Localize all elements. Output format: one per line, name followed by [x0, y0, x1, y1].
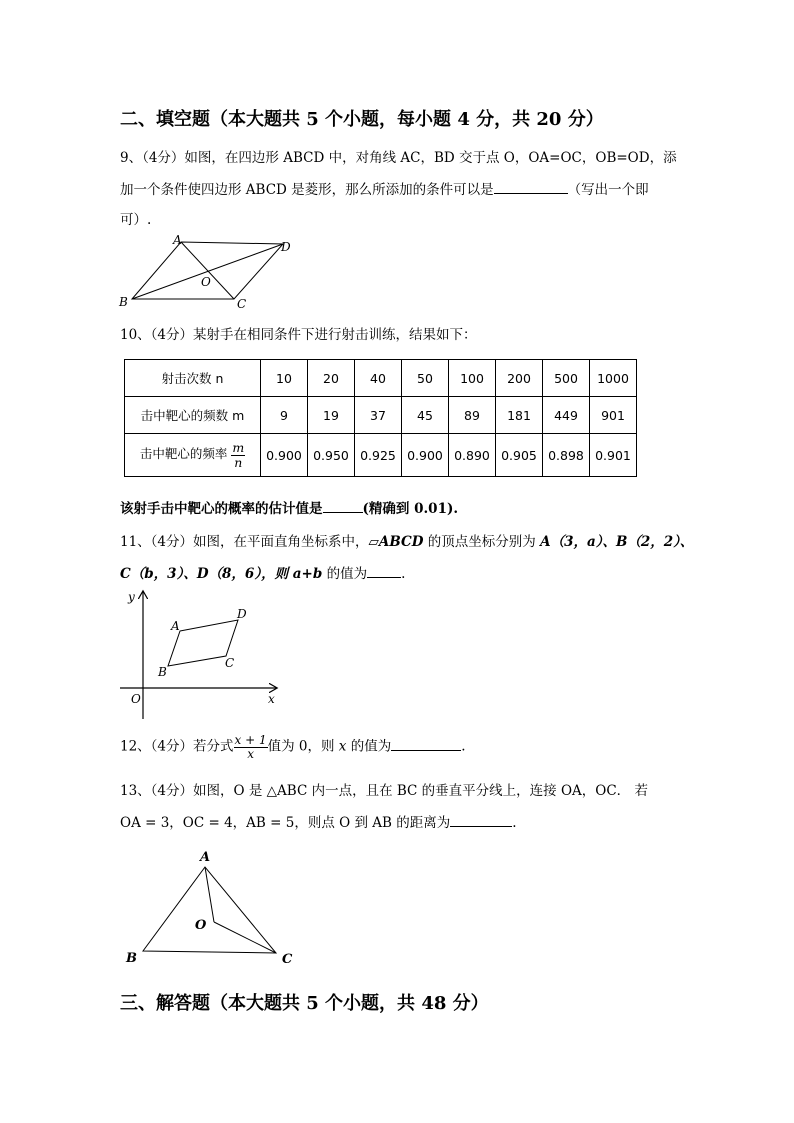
q11-label-y: y: [128, 590, 135, 604]
q9-diagonal-ac: [181, 242, 234, 299]
table-cell: 0.901: [590, 434, 637, 477]
q10-intro: 10、（4分）某射手在相同条件下进行射击训练，结果如下：: [120, 327, 477, 343]
q11-label-a: A: [171, 619, 180, 633]
q12-suffix: 的值为: [346, 738, 392, 755]
q12-end: .: [461, 738, 466, 755]
table-header-hits: 击中靶心的频数 m: [125, 397, 261, 434]
q9-line2-text: 加一个条件使四边形 ABCD 是菱形，那么所添加的条件可以是: [120, 182, 494, 198]
q13-line2: [120, 811, 517, 831]
q11-line2-b: 的值为: [322, 566, 368, 582]
table-cell: 20: [308, 360, 355, 397]
q13-figure-triangle: [118, 845, 308, 970]
q9-line1: 9、（4分）如图，在四边形 ABCD 中，对角线 AC，BD 交于点 O，OA=OC，OB=OD，添: [120, 150, 677, 166]
table-cell: 0.890: [449, 434, 496, 477]
q9-answer-blank[interactable]: [494, 180, 568, 194]
q11-line1-b: 的顶点坐标分别为: [423, 534, 541, 550]
q13-segment-oa: [205, 867, 214, 922]
q9-label-d: D: [281, 240, 291, 254]
table-cell: 50: [402, 360, 449, 397]
q9-figure-parallelogram: [110, 232, 310, 312]
table-cell: 19: [308, 397, 355, 434]
table-cell: 449: [543, 397, 590, 434]
table-row-hits: [125, 397, 637, 434]
q10-question-text: 该射手击中靶心的概率的估计值是: [120, 501, 323, 517]
q11-label-d: D: [237, 607, 247, 621]
q10-question: [120, 497, 458, 517]
fraction-denominator: n: [234, 454, 243, 470]
q13-label-a: A: [200, 850, 211, 865]
q9-line3: 可）.: [120, 212, 152, 228]
q12-answer-blank[interactable]: [391, 737, 461, 751]
q9-line2: [120, 178, 649, 198]
table-header-rates: [125, 434, 261, 477]
table-header-shots: 射击次数 n: [125, 360, 261, 397]
table-row-rates: [125, 434, 637, 477]
table-cell: 0.900: [402, 434, 449, 477]
q11-sum-expr: a+b: [292, 566, 323, 582]
q11-figure-coordinate-plane: [118, 588, 288, 723]
table-cell: 181: [496, 397, 543, 434]
q11-line1: [120, 530, 693, 550]
q11-parallelogram-symbol: ▱ABCD: [368, 534, 424, 550]
section-3-title: 三、解答题（本大题共 5 个小题，共 48 分）: [120, 993, 489, 1014]
q11-label-b: B: [158, 665, 167, 679]
table-cell: 10: [261, 360, 308, 397]
q13-label-b: B: [126, 951, 137, 966]
q13-label-o: O: [195, 918, 207, 933]
q11-line2-end: .: [401, 566, 406, 582]
q11-line1-a: 11、（4分）如图，在平面直角坐标系中，: [120, 534, 369, 550]
q11-label-x: x: [268, 692, 275, 706]
q13-line2-end: .: [512, 815, 517, 831]
table-cell: 0.925: [355, 434, 402, 477]
table-cell: 9: [261, 397, 308, 434]
q12-fraction: [234, 734, 268, 760]
q11-coords-2: C（b，3）、D（8，6），则: [120, 566, 293, 582]
rate-fraction: [231, 441, 245, 468]
q13-label-c: C: [282, 952, 293, 967]
q9-line2-end: （写出一个即: [567, 182, 649, 198]
q10-answer-blank[interactable]: [323, 499, 363, 513]
fraction-denominator: x: [247, 746, 254, 761]
section-2-title: 二、填空题（本大题共 5 个小题，每小题 4 分，共 20 分）: [120, 109, 604, 130]
q9-label-b: B: [119, 295, 128, 309]
q11-answer-blank[interactable]: [367, 564, 401, 578]
table-cell: 0.950: [308, 434, 355, 477]
q13-segment-oc: [214, 922, 276, 953]
q11-label-c: C: [225, 656, 235, 670]
table-cell: 200: [496, 360, 543, 397]
table-cell: 500: [543, 360, 590, 397]
table-cell: 1000: [590, 360, 637, 397]
q10-question-end: (精确到 0.01).: [362, 501, 459, 517]
q13-answer-blank[interactable]: [450, 813, 512, 827]
table-cell: 37: [355, 397, 402, 434]
table-cell: 0.905: [496, 434, 543, 477]
q13-line2-text: OA = 3，OC = 4，AB = 5，则点 O 到 AB 的距离为: [120, 815, 451, 831]
rate-header-text: 击中靶心的频率: [139, 446, 228, 462]
q10-frequency-table: [124, 359, 637, 477]
table-cell: 89: [449, 397, 496, 434]
table-cell: 901: [590, 397, 637, 434]
q11-line2: [120, 562, 405, 582]
q13-line1: 13、（4分）如图，O 是 △ABC 内一点，且在 BC 的垂直平分线上，连接 OA，OC． 若: [120, 783, 648, 799]
fraction-numerator: x + 1: [234, 733, 267, 747]
q9-diagonal-bd: [132, 244, 283, 299]
q12-prefix: 12、（4分）若分式: [120, 738, 234, 755]
q12-mid: 值为 0，则: [267, 738, 339, 755]
table-cell: 45: [402, 397, 449, 434]
q11-label-o: O: [131, 692, 141, 706]
q9-label-a: A: [173, 233, 182, 247]
table-cell: 0.898: [543, 434, 590, 477]
q13-triangle-abc: [143, 867, 276, 953]
table-cell: 100: [449, 360, 496, 397]
fraction-numerator: m: [232, 440, 245, 456]
table-cell: 0.900: [261, 434, 308, 477]
q12-var: x: [338, 738, 347, 755]
q9-label-c: C: [237, 297, 247, 311]
table-row-shots: [125, 360, 637, 397]
q12-line: [120, 734, 466, 760]
q9-label-o: O: [201, 275, 211, 289]
q11-coords-1: A（3，a）、B（2，2）、: [540, 534, 694, 550]
table-cell: 40: [355, 360, 402, 397]
